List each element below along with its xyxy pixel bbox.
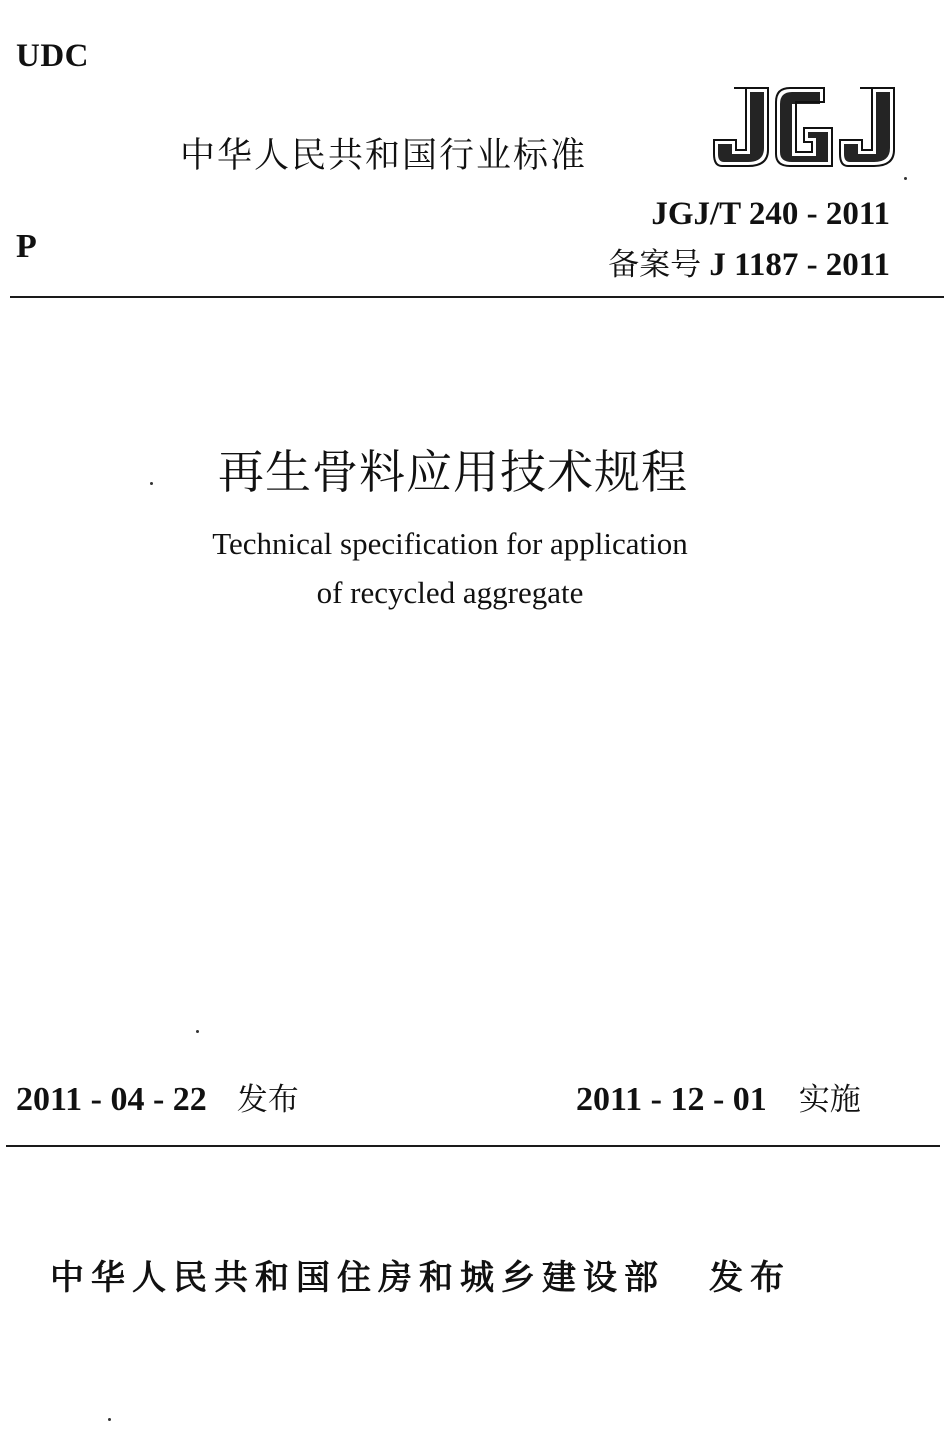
implementation-date: 2011 - 12 - 01 (576, 1081, 767, 1118)
implementation-label: 实施 (798, 1082, 861, 1118)
bottom-divider (6, 1145, 940, 1147)
title-chinese: 再生骨料应用技术规程 (218, 445, 688, 499)
record-number-label: 备案号 (608, 247, 702, 283)
standard-number: JGJ/T 240 - 2011 (651, 196, 890, 232)
classification-code: P (16, 228, 37, 265)
implementation-date-line (576, 1074, 861, 1119)
record-number: J 1187 - 2011 (709, 247, 890, 283)
title-english-line2: of recycled aggregate (316, 575, 584, 610)
scan-speck (108, 1418, 111, 1421)
top-divider (10, 296, 944, 298)
publisher-action: 发布 (709, 1258, 791, 1298)
standard-type: 中华人民共和国行业标准 (180, 136, 588, 176)
scan-speck (196, 1030, 199, 1033)
scan-speck (904, 177, 907, 180)
issue-date-line (16, 1074, 299, 1119)
jgj-logo (712, 84, 896, 170)
publisher-line (50, 1250, 791, 1299)
record-number-line (608, 239, 890, 284)
issue-date: 2011 - 04 - 22 (16, 1081, 207, 1118)
title-english-line1: Technical specification for application (212, 526, 688, 561)
issue-label: 发布 (236, 1082, 299, 1118)
udc-label: UDC (16, 38, 89, 74)
publisher-name: 中华人民共和国住房和城乡建设部 (50, 1258, 665, 1298)
scan-speck (150, 482, 153, 485)
